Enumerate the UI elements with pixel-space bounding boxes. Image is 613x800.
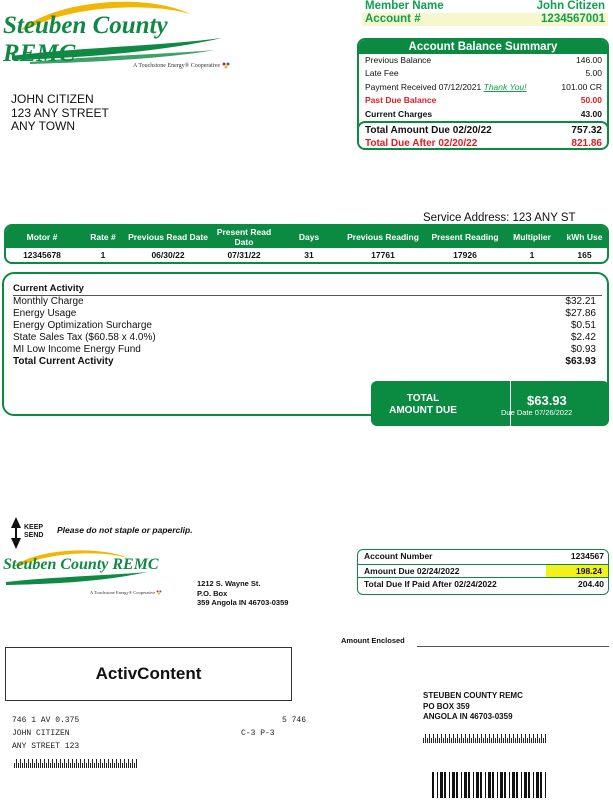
return-line2: PO BOX 359 — [423, 701, 470, 711]
barcode-bar — [479, 738, 480, 743]
barcode-bar — [26, 763, 27, 768]
barcode-bar — [501, 734, 502, 743]
current-charges-label: Current Charges — [365, 108, 433, 119]
column-header: Previous Read Date — [128, 232, 208, 242]
late-fee-label: Late Fee — [365, 68, 399, 79]
account-balance-summary — [357, 38, 609, 150]
barcode-bar — [449, 734, 450, 743]
amount-enclosed-label: Amount Enclosed — [341, 636, 405, 645]
activity-label: State Sales Tax ($60.58 x 4.0%) — [13, 332, 156, 343]
barcode-bar — [112, 759, 113, 768]
payment-received-label: Payment Received 07/12/2021 — [365, 81, 482, 92]
barcode-bar — [96, 759, 97, 768]
activity-label: Energy Usage — [13, 308, 77, 319]
return-line3: ANGOLA IN 46703-0359 — [423, 712, 513, 721]
total-amount-due-box — [371, 381, 609, 426]
return-line1: STEUBEN COUNTY REMC — [423, 691, 523, 700]
member-name-row — [362, 0, 608, 13]
total-due-after-value: 821.86 — [571, 137, 602, 149]
thank-you-link[interactable]: Thank You! — [483, 81, 527, 92]
activity-value: $27.86 — [565, 308, 596, 319]
late-fee-row — [359, 67, 607, 80]
barcode-bar — [82, 763, 83, 768]
account-number-row — [362, 13, 608, 26]
barcode-bar — [108, 759, 109, 768]
activcontent-text: ActivContent — [95, 664, 202, 683]
total-amount-due-label: Total Amount Due 02/20/22 — [365, 124, 492, 136]
return-address — [423, 691, 523, 723]
barcode-bar — [48, 759, 49, 768]
barcode-bar — [529, 734, 530, 743]
barcode-bar — [461, 734, 462, 743]
barcode-bar — [132, 759, 133, 768]
current-charges-value: 43.00 — [580, 108, 602, 119]
stub-amount-due-label: Amount Due 02/24/2022 — [364, 565, 460, 576]
barcode-bar — [443, 738, 444, 743]
postal-barcode — [14, 759, 137, 768]
barcode-bar — [425, 734, 426, 743]
table-cell: 17926 — [453, 250, 477, 260]
barcode-bar — [74, 763, 75, 768]
column-header: Present Reading — [431, 232, 499, 242]
barcode-bar — [84, 759, 85, 768]
table-cell: 12345678 — [23, 250, 61, 260]
activity-item — [13, 344, 596, 355]
barcode-bar — [455, 738, 456, 743]
logo-text: Steuben County REMC — [3, 12, 168, 67]
activity-label: Monthly Charge — [13, 296, 84, 307]
send-label: SEND — [24, 532, 44, 539]
activity-total-value: $63.93 — [565, 356, 596, 367]
activity-value: $32.21 — [565, 296, 596, 307]
return-postal-barcode — [423, 734, 546, 743]
column-header: Rate # — [90, 232, 116, 242]
barcode-bar — [471, 738, 472, 743]
barcode-bar — [20, 759, 21, 768]
member-name-value: John Citizen — [536, 0, 605, 12]
barcode-bar — [515, 738, 516, 743]
barcode-bar — [60, 759, 61, 768]
barcode-bar — [513, 734, 514, 743]
barcode-bar — [54, 763, 55, 768]
keep-send-marker — [10, 517, 58, 549]
barcode-bar — [124, 759, 125, 768]
barcode-bar — [126, 763, 127, 768]
stub-tagline-text: A Touchstone Energy® Cooperative — [90, 590, 156, 595]
barcode-bar — [114, 763, 115, 768]
keep-label: KEEP — [24, 524, 44, 531]
logo-tagline — [133, 62, 230, 69]
total-due-after-label: Total Due After 02/20/22 — [365, 137, 478, 149]
current-charges-row — [359, 108, 607, 121]
barcode-bar — [38, 763, 39, 768]
payment-barcode — [432, 772, 580, 798]
barcode-bar — [34, 763, 35, 768]
barcode-bar — [509, 734, 510, 743]
barcode-bar — [507, 738, 508, 743]
barcode-bar — [22, 763, 23, 768]
barcode-bar — [423, 738, 424, 743]
total-due-divider — [510, 381, 511, 426]
customer-name: JOHN CITIZEN — [11, 92, 94, 106]
stub-touchstone-icon — [156, 590, 162, 595]
touchstone-icon — [222, 62, 230, 69]
barcode-bar — [437, 734, 438, 743]
barcode-bar — [427, 738, 428, 743]
barcode-bar — [42, 763, 43, 768]
barcode-bar — [531, 738, 532, 743]
barcode-bar — [32, 759, 33, 768]
current-activity-title: Current Activity — [13, 283, 602, 296]
previous-balance-row — [359, 54, 607, 67]
barcode-bar — [451, 738, 452, 743]
barcode-bar — [80, 759, 81, 768]
stub-total-after-row — [358, 577, 608, 591]
barcode-bar — [86, 763, 87, 768]
barcode-bar — [475, 738, 476, 743]
barcode-bar — [98, 763, 99, 768]
mailing-line2: JOHN CITIZEN — [12, 729, 70, 738]
activity-total-label: Total Current Activity — [13, 356, 114, 367]
stub-company-logo — [0, 548, 159, 596]
barcode-bar — [499, 738, 500, 743]
barcode-bar — [489, 734, 490, 743]
barcode-bar — [543, 738, 544, 743]
barcode-bar — [505, 734, 506, 743]
remit-address — [197, 579, 288, 608]
barcode-bar — [62, 763, 63, 768]
column-header: Days — [298, 232, 320, 242]
stub-total-after-label: Total Due If Paid After 02/24/2022 — [364, 579, 497, 589]
activity-item — [13, 296, 596, 307]
barcode-bar — [435, 738, 436, 743]
activity-label: MI Low Income Energy Fund — [13, 344, 141, 355]
barcode-bar — [122, 763, 123, 768]
customer-town: ANY TOWN — [11, 119, 76, 133]
barcode-bar — [14, 763, 15, 768]
staple-note: Please do not staple or paperclip. — [57, 525, 193, 535]
barcode-bar — [50, 763, 51, 768]
barcode-bar — [497, 734, 498, 743]
account-number-label: Account # — [365, 13, 421, 25]
barcode-bar — [491, 738, 492, 743]
barcode-bar — [533, 734, 534, 743]
total-due-value: $63.93 — [527, 393, 567, 408]
stub-total-after-value: 204.40 — [578, 579, 604, 589]
table-cell: 06/30/22 — [151, 250, 185, 260]
barcode-bar — [467, 738, 468, 743]
barcode-bar — [110, 763, 111, 768]
barcode-bar — [485, 734, 486, 743]
barcode-bar — [28, 759, 29, 768]
barcode-bar — [495, 738, 496, 743]
late-fee-value: 5.00 — [585, 68, 602, 79]
stub-account-number-row — [358, 550, 608, 564]
table-cell: 07/31/22 — [227, 250, 261, 260]
stub-account-number-value: 1234567 — [570, 551, 604, 561]
table-cell: 165 — [577, 250, 592, 260]
barcode-bar — [473, 734, 474, 743]
barcode-bar — [535, 738, 536, 743]
total-due-after-row — [359, 137, 607, 150]
barcode-bar — [46, 763, 47, 768]
stub-amount-due-row — [358, 564, 608, 578]
remit-line1: 1212 S. Wayne St. — [197, 579, 261, 588]
member-name-label: Member Name — [365, 0, 444, 12]
amount-enclosed-field[interactable] — [417, 646, 609, 647]
barcode-bar — [136, 759, 137, 768]
barcode-bar — [36, 759, 37, 768]
barcode-bar — [465, 734, 466, 743]
barcode-bar — [453, 734, 454, 743]
meter-table-header — [6, 226, 607, 248]
barcode-bar — [431, 738, 432, 743]
remit-line2: P.O. Box — [197, 588, 228, 598]
barcode-bar — [104, 759, 105, 768]
barcode-bar — [72, 759, 73, 768]
past-due-value: 50.00 — [580, 95, 602, 106]
table-cell: 31 — [304, 250, 314, 260]
barcode-bar — [433, 734, 434, 743]
total-due-label — [371, 393, 475, 417]
stub-logo-text: Steuben County REMC — [3, 556, 159, 573]
barcode-bar — [116, 759, 117, 768]
barcode-bar — [76, 759, 77, 768]
activity-total — [13, 356, 596, 367]
barcode-bar — [68, 759, 69, 768]
balance-summary-title: Account Balance Summary — [359, 40, 607, 54]
activity-item — [13, 308, 596, 319]
activity-item — [13, 320, 596, 331]
barcode-bar — [40, 759, 41, 768]
barcode-bar — [459, 738, 460, 743]
column-header: Multiplier — [513, 232, 551, 242]
total-due-label-line1: TOTAL — [406, 393, 440, 404]
barcode-bar — [541, 734, 542, 743]
total-amount-due-row — [359, 124, 607, 137]
barcode-bar — [88, 759, 89, 768]
barcode-bar — [523, 738, 524, 743]
barcode-bar — [511, 738, 512, 743]
barcode-bar — [483, 738, 484, 743]
barcode-bar — [539, 738, 540, 743]
barcode-bar — [90, 763, 91, 768]
meter-reading-table — [4, 224, 609, 264]
mailing-line3: ANY STREET 123 — [12, 742, 80, 751]
customer-street: 123 ANY STREET — [11, 105, 109, 120]
stub-amount-due-value: 198.24 — [546, 565, 608, 578]
column-header: kWh Use — [566, 232, 603, 242]
barcode-bar — [100, 759, 101, 768]
total-amount-due-value: 757.32 — [571, 124, 602, 136]
keep-send-arrow-icon — [10, 517, 22, 549]
barcode-bar — [469, 734, 470, 743]
previous-balance-value: 146.00 — [576, 55, 602, 65]
previous-balance-label: Previous Balance — [365, 55, 432, 65]
mailing-line1-right: 5 746 — [282, 716, 307, 725]
activcontent-box — [5, 647, 292, 701]
payment-stub-summary — [357, 549, 609, 595]
payment-received-row — [359, 81, 607, 94]
barcode-bar — [519, 738, 520, 743]
barcode-bar — [130, 763, 131, 768]
barcode-bar — [24, 759, 25, 768]
activity-label: Energy Optimization Surcharge — [13, 320, 152, 331]
service-address: Service Address: 123 ANY ST — [423, 212, 576, 224]
barcode-bar — [517, 734, 518, 743]
barcode-bar — [64, 759, 65, 768]
barcode-bar — [18, 763, 19, 768]
table-cell: 1 — [100, 250, 106, 260]
past-due-row — [359, 94, 607, 107]
activity-value: $0.51 — [570, 320, 596, 331]
stub-logo-tagline — [90, 590, 162, 595]
barcode-bar — [493, 734, 494, 743]
stub-account-number-label: Account Number — [364, 551, 433, 561]
barcode-bar — [30, 763, 31, 768]
activity-item — [13, 332, 596, 343]
barcode-bar — [439, 738, 440, 743]
barcode-bar — [457, 734, 458, 743]
column-header: Previous Reading — [347, 232, 419, 242]
barcode-bar — [546, 772, 548, 798]
keep-send-text — [24, 524, 43, 540]
table-row — [6, 248, 607, 262]
barcode-bar — [66, 763, 67, 768]
activity-value: $0.93 — [570, 344, 596, 355]
payment-received-value: 101.00 CR — [561, 81, 602, 92]
barcode-bar — [134, 763, 135, 768]
barcode-bar — [92, 759, 93, 768]
barcode-bar — [463, 738, 464, 743]
barcode-bar — [118, 763, 119, 768]
table-cell: 1 — [529, 250, 535, 260]
barcode-bar — [545, 734, 546, 743]
table-cell: 17761 — [371, 250, 395, 260]
barcode-bar — [58, 763, 59, 768]
barcode-bar — [527, 738, 528, 743]
barcode-bar — [447, 738, 448, 743]
barcode-bar — [78, 763, 79, 768]
barcode-bar — [487, 738, 488, 743]
account-number-value: 1234567001 — [541, 13, 605, 25]
customer-address — [11, 93, 109, 134]
barcode-bar — [52, 759, 53, 768]
barcode-bar — [70, 763, 71, 768]
activity-value: $2.42 — [570, 332, 596, 343]
barcode-bar — [120, 759, 121, 768]
mailing-line1: 746 1 AV 0.375 — [12, 716, 80, 725]
barcode-bar — [106, 763, 107, 768]
barcode-bar — [128, 759, 129, 768]
barcode-bar — [445, 734, 446, 743]
barcode-bar — [16, 759, 17, 768]
past-due-label: Past Due Balance — [365, 95, 437, 106]
barcode-bar — [521, 734, 522, 743]
total-due-label-line2: AMOUNT DUE — [389, 405, 457, 416]
column-header: Motor # — [26, 232, 58, 242]
barcode-bar — [537, 734, 538, 743]
mailing-line2-right: C-3 P-3 — [241, 729, 275, 738]
column-header: Present Read Dato — [216, 227, 272, 247]
remit-line3: 359 Angola IN 46703-0359 — [197, 598, 289, 607]
barcode-bar — [503, 738, 504, 743]
balance-total-section — [357, 121, 609, 150]
barcode-bar — [481, 734, 482, 743]
barcode-bar — [429, 734, 430, 743]
barcode-bar — [525, 734, 526, 743]
tagline-text: A Touchstone Energy® Cooperative — [133, 62, 221, 69]
barcode-bar — [477, 734, 478, 743]
barcode-bar — [44, 759, 45, 768]
total-due-date: Due Date 07/26/2022 — [501, 408, 573, 417]
barcode-bar — [94, 763, 95, 768]
barcode-bar — [441, 734, 442, 743]
barcode-bar — [102, 763, 103, 768]
barcode-bar — [56, 759, 57, 768]
